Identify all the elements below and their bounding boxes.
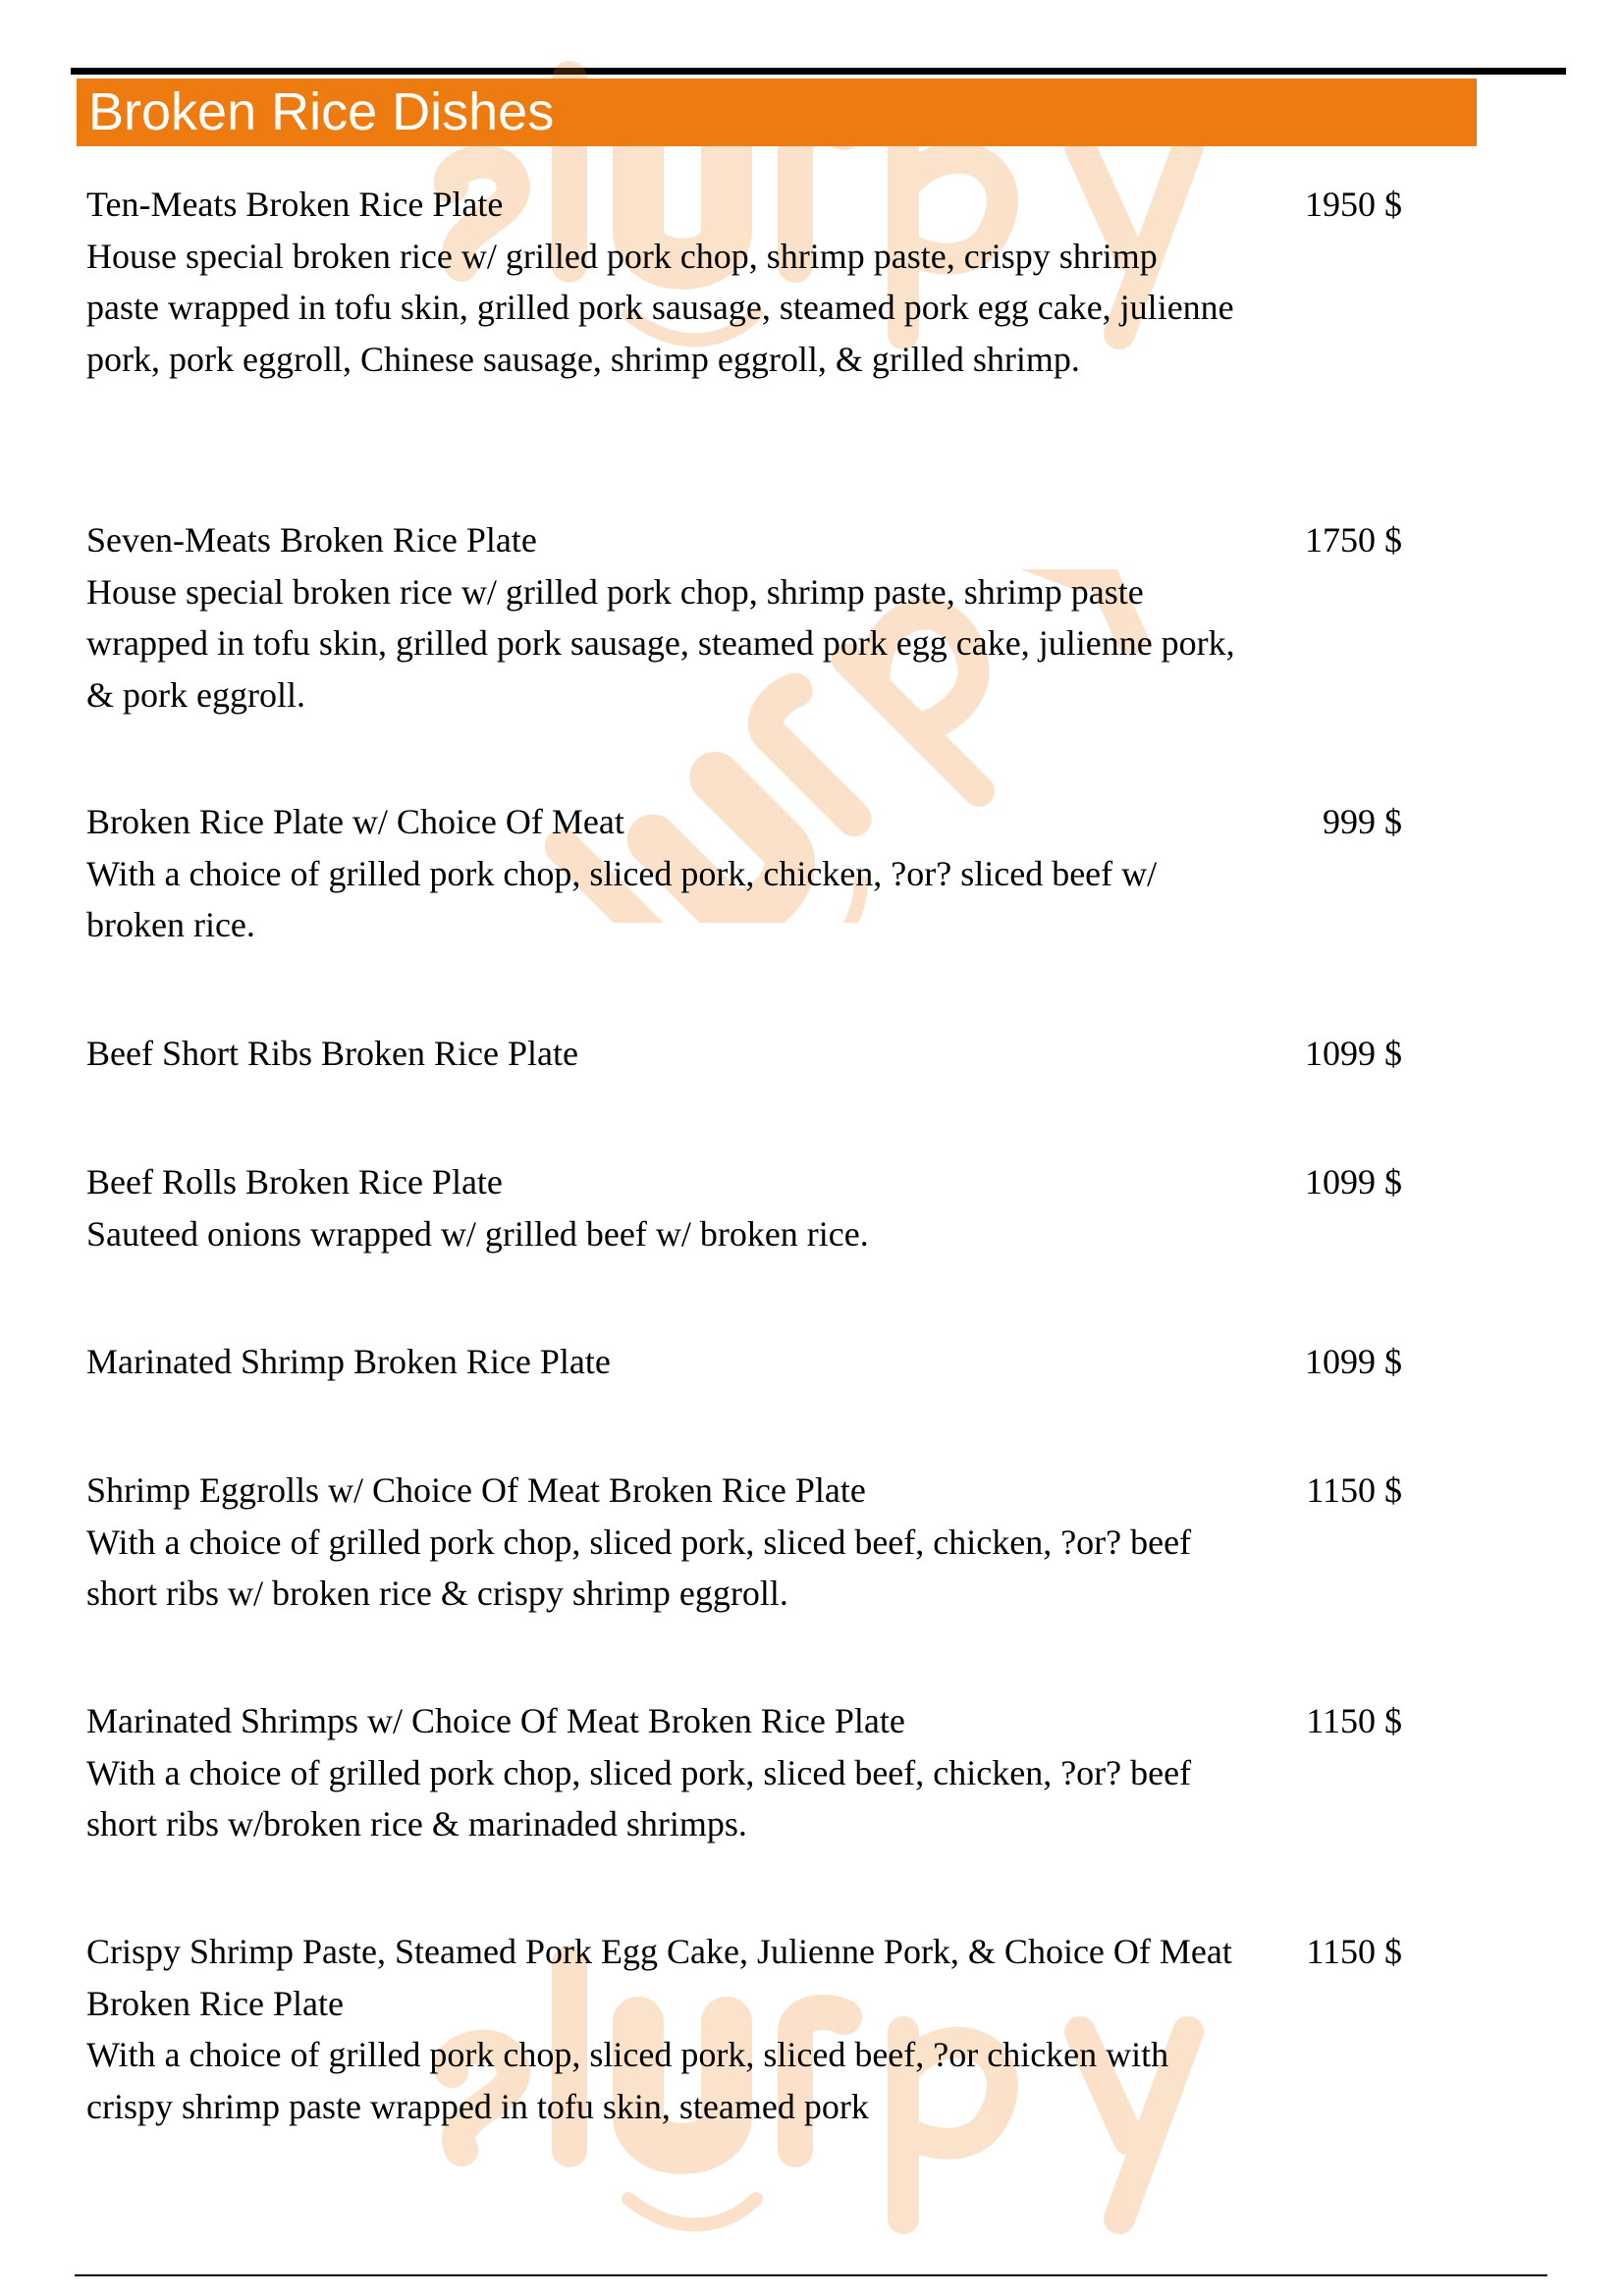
- menu-item-price: 1099 $: [1305, 1342, 1402, 1381]
- bottom-rule: [75, 2274, 1547, 2276]
- menu-item-name: Beef Short Ribs Broken Rice Plate: [86, 1034, 578, 1073]
- menu-item-price: 1099 $: [1305, 1034, 1402, 1073]
- menu-item: [86, 179, 1402, 514]
- menu-item-name: Ten-Meats Broken Rice Plate: [86, 185, 504, 224]
- menu-item: [86, 1156, 1402, 1336]
- menu-item-price: 1150 $: [1306, 1932, 1402, 1971]
- menu-item: [86, 1465, 1402, 1695]
- menu-item-description: With a choice of grilled pork chop, sliced pork, sliced beef, chicken, ?or? beef short ribs w/broken rice & marinaded shrimps.: [86, 1752, 1192, 1843]
- menu-item: [86, 1695, 1402, 1926]
- menu-item: [86, 1336, 1402, 1465]
- menu-item: [86, 514, 1402, 796]
- menu-item: [86, 1926, 1402, 2132]
- menu-item-name: Marinated Shrimp Broken Rice Plate: [86, 1342, 611, 1381]
- menu-item-name: Beef Rolls Broken Rice Plate: [86, 1162, 503, 1201]
- menu-item-price: 1950 $: [1305, 185, 1402, 224]
- section-title: Broken Rice Dishes: [77, 79, 1477, 146]
- menu-item-price: 999 $: [1323, 802, 1402, 841]
- menu-item-name: Marinated Shrimps w/ Choice Of Meat Broken Rice Plate: [86, 1701, 905, 1740]
- menu-list: [86, 179, 1402, 2132]
- menu-item-price: 1750 $: [1305, 520, 1402, 560]
- menu-item: [86, 1028, 1402, 1156]
- menu-item: [86, 796, 1402, 1028]
- menu-item-name: Crispy Shrimp Paste, Steamed Pork Egg Cake, Julienne Pork, & Choice Of Meat Broken Rice Plate: [86, 1932, 1232, 2023]
- top-rule: [71, 68, 1566, 75]
- menu-item-description: Sauteed onions wrapped w/ grilled beef w/ broken rice.: [86, 1213, 869, 1254]
- menu-item-name: Seven-Meats Broken Rice Plate: [86, 520, 537, 560]
- menu-item-price: 1099 $: [1305, 1162, 1402, 1201]
- menu-item-description: With a choice of grilled pork chop, sliced pork, sliced beef, chicken, ?or? beef short ribs w/ broken rice & crispy shrimp eggroll.: [86, 1522, 1192, 1613]
- menu-item-description: House special broken rice w/ grilled pork chop, shrimp paste, crispy shrimp paste wrapped in tofu skin, grilled pork sausage, steamed pork egg cake, julienne pork, pork eggroll, Chinese sausage, shrimp eggroll, & grilled shrimp.: [86, 236, 1234, 379]
- menu-item-name: Shrimp Eggrolls w/ Choice Of Meat Broken Rice Plate: [86, 1470, 866, 1510]
- menu-item-description: With a choice of grilled pork chop, sliced pork, sliced beef, ?or chicken with crispy shrimp paste wrapped in tofu skin, steamed pork: [86, 2035, 1169, 2126]
- menu-item-description: House special broken rice w/ grilled pork chop, shrimp paste, shrimp paste wrapped in tofu skin, grilled pork sausage, steamed pork egg cake, julienne pork, & pork eggroll.: [86, 571, 1235, 715]
- menu-item-description: With a choice of grilled pork chop, sliced pork, chicken, ?or? sliced beef w/ broken rice.: [86, 853, 1158, 944]
- menu-item-price: 1150 $: [1306, 1470, 1402, 1510]
- menu-item-name: Broken Rice Plate w/ Choice Of Meat: [86, 802, 624, 841]
- menu-item-price: 1150 $: [1306, 1701, 1402, 1740]
